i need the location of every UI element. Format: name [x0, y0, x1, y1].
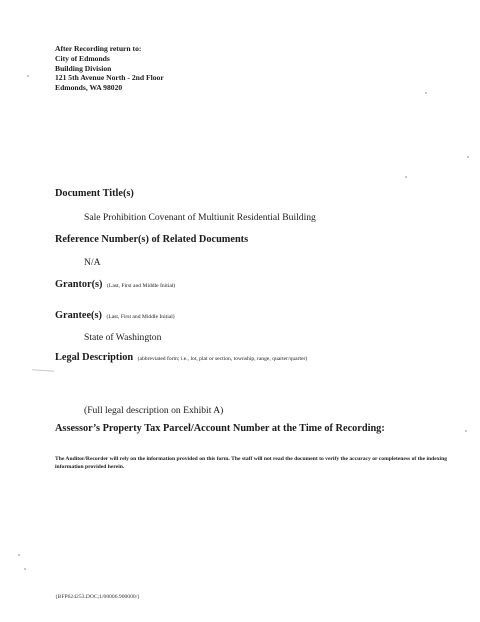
return-address-line: Building Division — [55, 63, 112, 73]
auditor-disclaimer: The Auditor/Recorder will rely on the information provided on this form. The staff will not read the document to verify the accuracy or completeness of the indexing information provided herein. — [55, 456, 447, 470]
scan-speck — [18, 554, 20, 556]
scan-speck — [425, 92, 427, 94]
return-address-line: After Recording return to: — [55, 44, 142, 53]
grantor-heading: Grantor(s) (Last, First and Middle Initial) — [55, 279, 176, 290]
grantee-value: State of Washington — [84, 332, 162, 343]
scan-speck — [27, 75, 29, 77]
return-address-line: Edmonds, WA 98020 — [55, 83, 123, 93]
scan-speck — [467, 156, 469, 158]
legal-description-value: (Full legal description on Exhibit A) — [84, 405, 224, 416]
assessor-heading: Assessor’s Property Tax Parcel/Account Number at the Time of Recording: — [55, 423, 385, 434]
legal-description-note: (abbreviated form; i.e., lot, plat or section, township, range, quarter/quarter) — [137, 356, 308, 362]
scan-speck — [465, 430, 467, 432]
grantor-note: (Last, First and Middle Initial) — [107, 283, 176, 289]
document-footer-id: {BFP624253.DOC;1/00006.900000/} — [55, 594, 140, 600]
reference-numbers-value: N/A — [84, 257, 101, 268]
document-title-heading: Document Title(s) — [55, 188, 134, 199]
margin-mark — [32, 369, 54, 372]
reference-numbers-heading: Reference Number(s) of Related Documents — [55, 234, 249, 245]
document-title-value: Sale Prohibition Covenant of Multiunit Residential Building — [84, 212, 316, 223]
legal-description-heading: Legal Description (abbreviated form; i.e., lot, plat or section, township, range, quarter/quarter) — [55, 352, 308, 363]
return-address-block — [55, 44, 164, 93]
scan-speck — [405, 176, 407, 178]
scan-speck — [24, 568, 26, 570]
return-address-line: City of Edmonds — [55, 53, 110, 63]
grantee-heading: Grantee(s) (Last, First and Middle Initial) — [55, 310, 175, 321]
return-address-line: 121 5th Avenue North - 2nd Floor — [55, 73, 164, 83]
grantee-note: (Last, First and Middle Initial) — [106, 314, 175, 320]
